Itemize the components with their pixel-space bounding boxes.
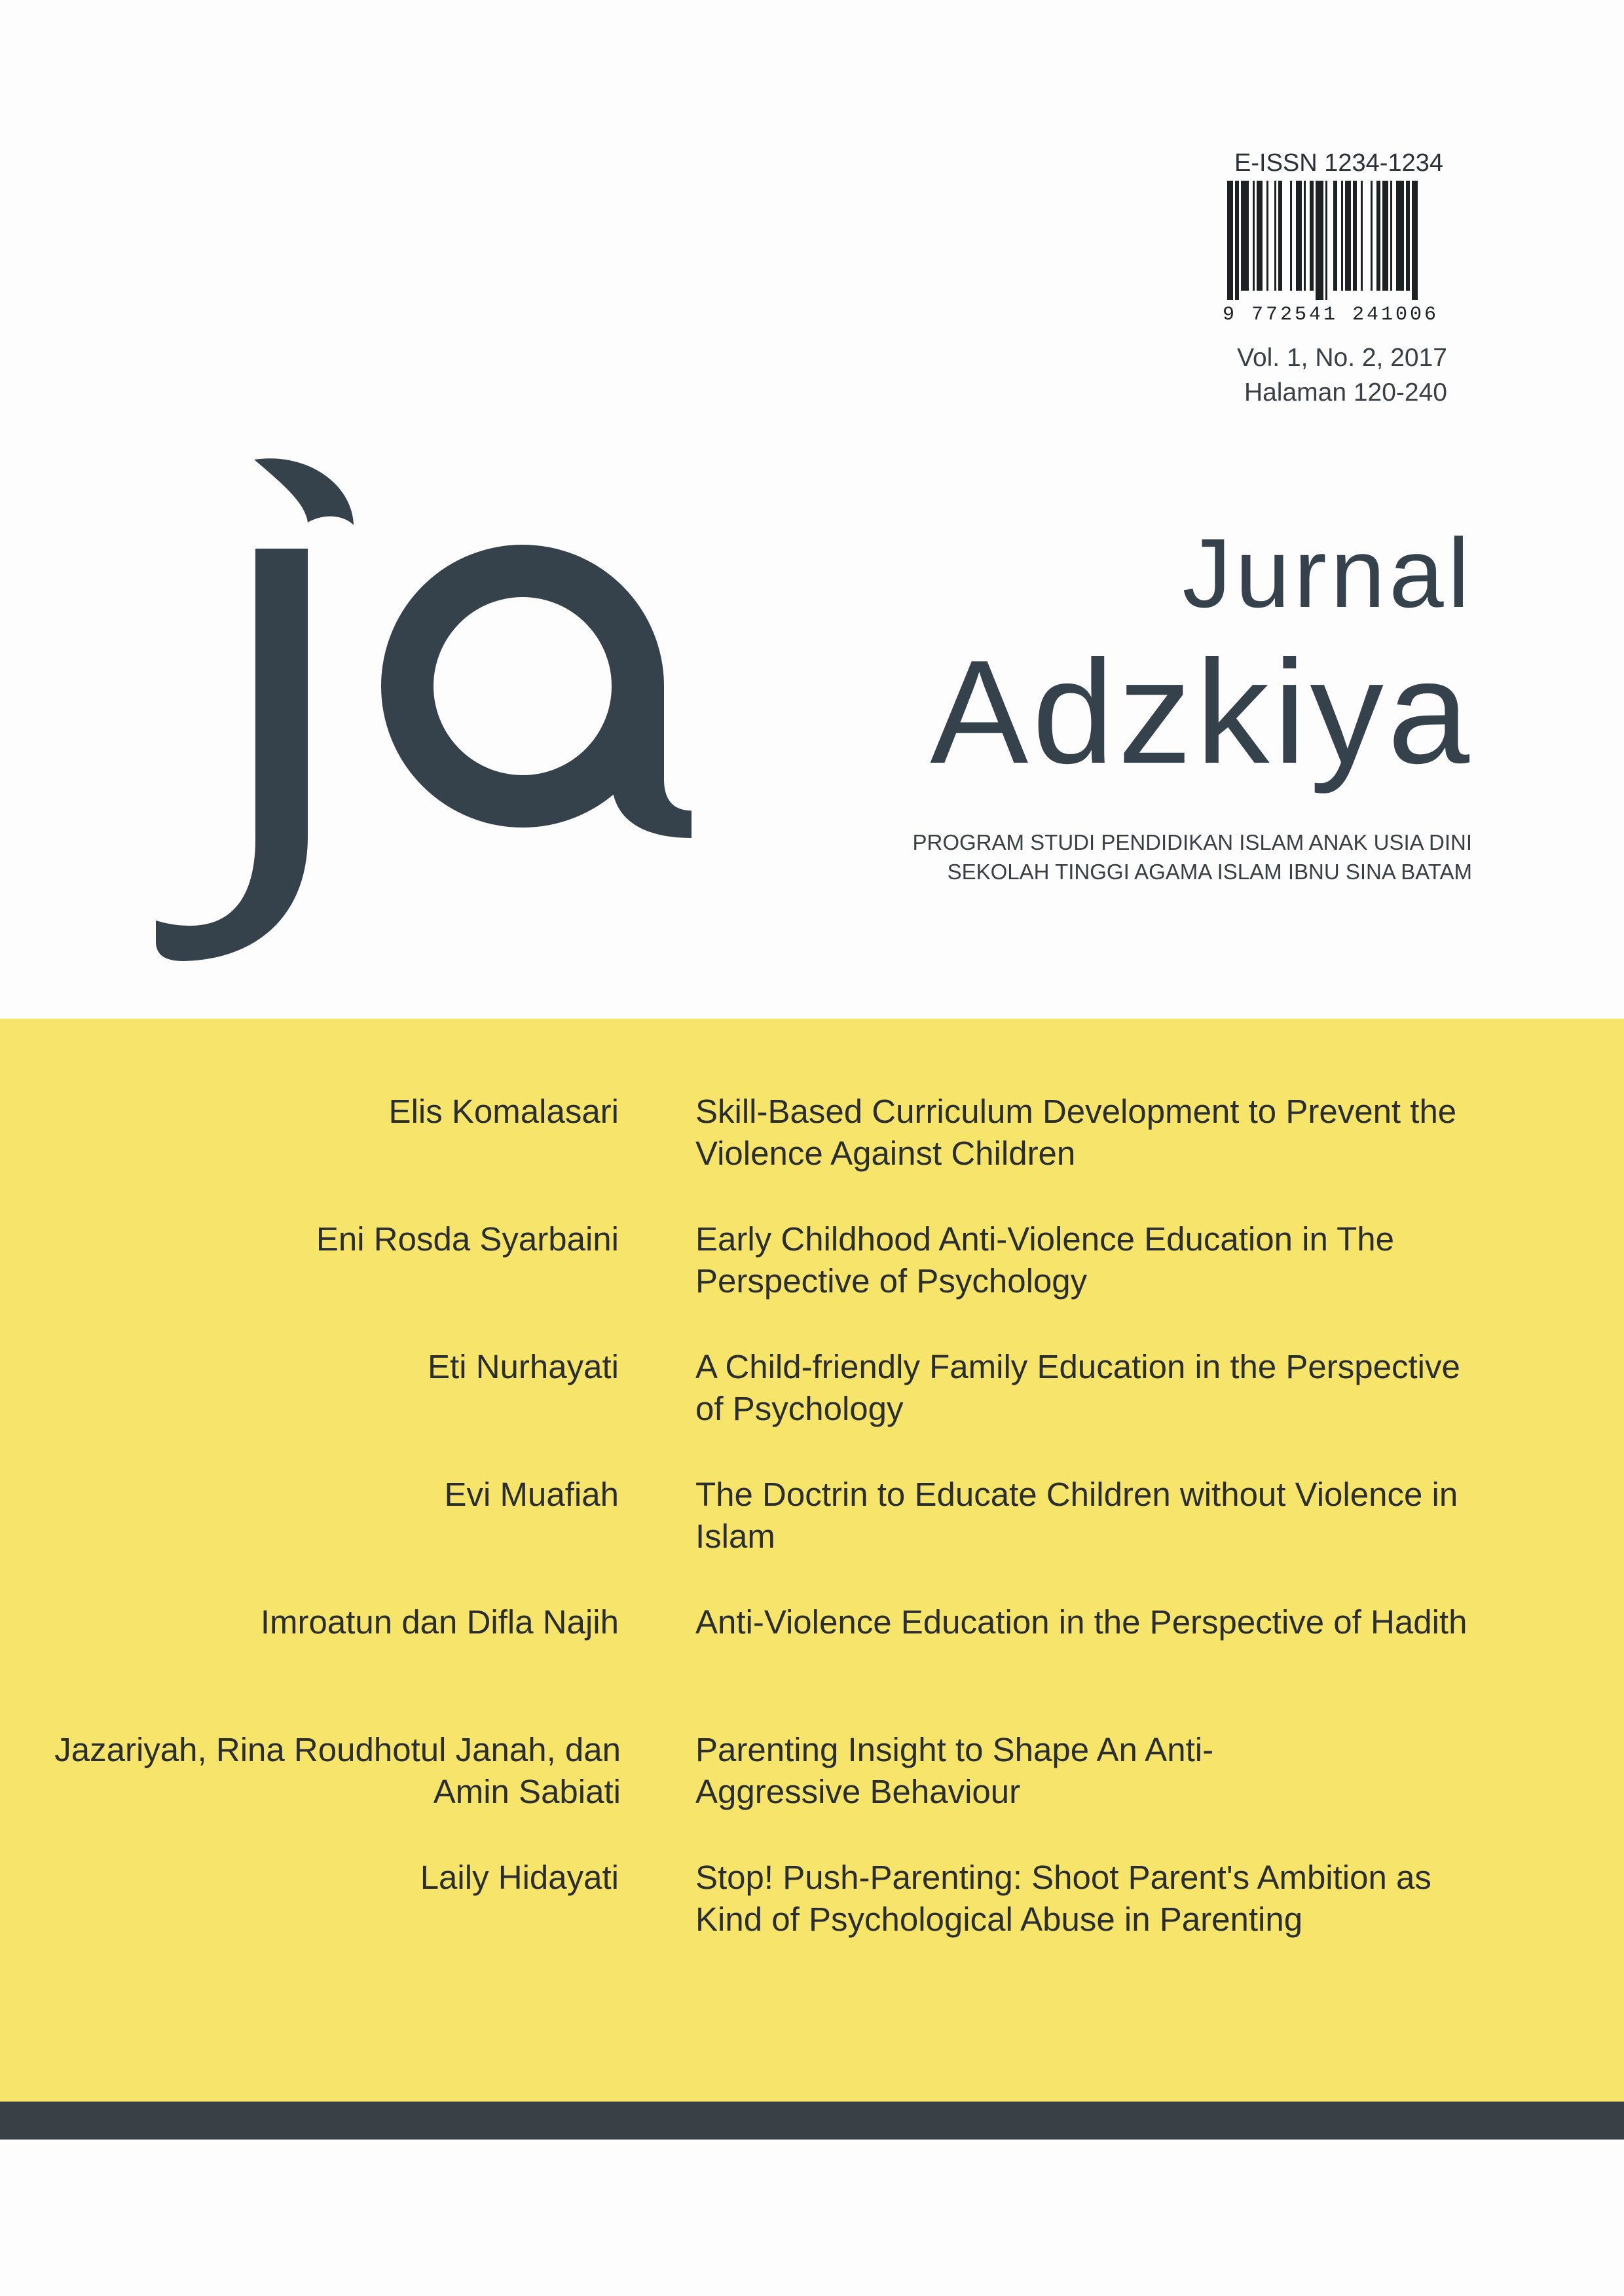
barcode-bar [1412,181,1418,300]
barcode-digits: 9 772541 241006 [1222,304,1439,325]
barcode-bar [1296,181,1302,291]
barcode-bar [1345,181,1351,291]
journal-title-line2: Adzkiya [930,629,1473,794]
toc-article-title: The Doctrin to Educate Children without Violence in Islam [695,1476,1458,1555]
toc-article-title: Stop! Push-Parenting: Shoot Parent's Ambition as Kind of Psychological Abuse in Parenting [695,1859,1431,1938]
barcode-bar [1274,181,1276,291]
barcode-bar [1376,181,1380,291]
toc-author: Eti Nurhayati [428,1348,619,1385]
footer-bar [0,2102,1624,2140]
barcode-bar [1333,181,1337,291]
barcode-bar [1396,181,1404,291]
contents-panel [0,1019,1624,2102]
volume-line: Vol. 1, No. 2, 2017 [1237,344,1447,372]
barcode-bar [1253,181,1255,291]
barcode-bar [1241,181,1249,291]
barcode-bar [1235,181,1239,300]
barcode-bar [1310,181,1314,291]
journal-logo [144,452,707,975]
toc-article-title: Parenting Insight to Shape An Anti-Aggressive Behaviour [695,1731,1214,1810]
barcode-bar [1257,181,1263,291]
barcode-bar [1406,181,1410,291]
toc-author: Imroatun dan Difla Najih [260,1603,619,1641]
institution-line: SEKOLAH TINGGI AGAMA ISLAM IBNU SINA BATAM [947,860,1472,884]
toc-author: Eni Rosda Syarbaini [316,1220,619,1258]
barcode-bar [1341,181,1343,291]
toc-author: Jazariyah, Rina Roudhotul Janah, dan Amin Sabiati [54,1731,621,1810]
barcode-bar [1371,181,1373,291]
journal-title-line1: Jurnal [1182,518,1473,628]
issn-label: E-ISSN 1234-1234 [1234,149,1443,177]
toc-author: Elis Komalasari [388,1093,619,1130]
logo-flag-shape [254,458,354,525]
barcode-bar [1278,181,1282,291]
toc-author: Laily Hidayati [420,1859,619,1896]
barcode-bar [1290,181,1292,291]
barcode-bar [1266,181,1268,291]
toc-article-title: Anti-Violence Education in the Perspective of Hadith [695,1603,1467,1641]
toc-article-title: Early Childhood Anti-Violence Education in The Perspective of Psychology [695,1220,1394,1300]
barcode-bar [1390,181,1392,291]
logo-a-tail [612,686,692,838]
barcode-bar [1361,181,1363,291]
issn-barcode [1218,181,1443,325]
logo-j-shape [156,549,308,961]
barcode-bar [1382,181,1388,291]
barcode-bar [1304,181,1306,291]
barcode-bar [1325,181,1327,300]
barcode-bar [1353,181,1357,291]
barcode-bar [1316,181,1323,300]
toc-article-title: Skill-Based Curriculum Development to Prevent the Violence Against Children [695,1093,1457,1172]
toc-article-title: A Child-friendly Family Education in the Perspective of Psychology [695,1348,1460,1427]
pages-line: Halaman 120-240 [1244,378,1447,407]
program-line1: PROGRAM STUDI PENDIDIKAN ISLAM ANAK USIA DINI [912,830,1472,854]
toc-author: Evi Muafiah [444,1476,619,1513]
logo-a-bowl [407,571,638,801]
barcode-bar [1227,181,1233,300]
